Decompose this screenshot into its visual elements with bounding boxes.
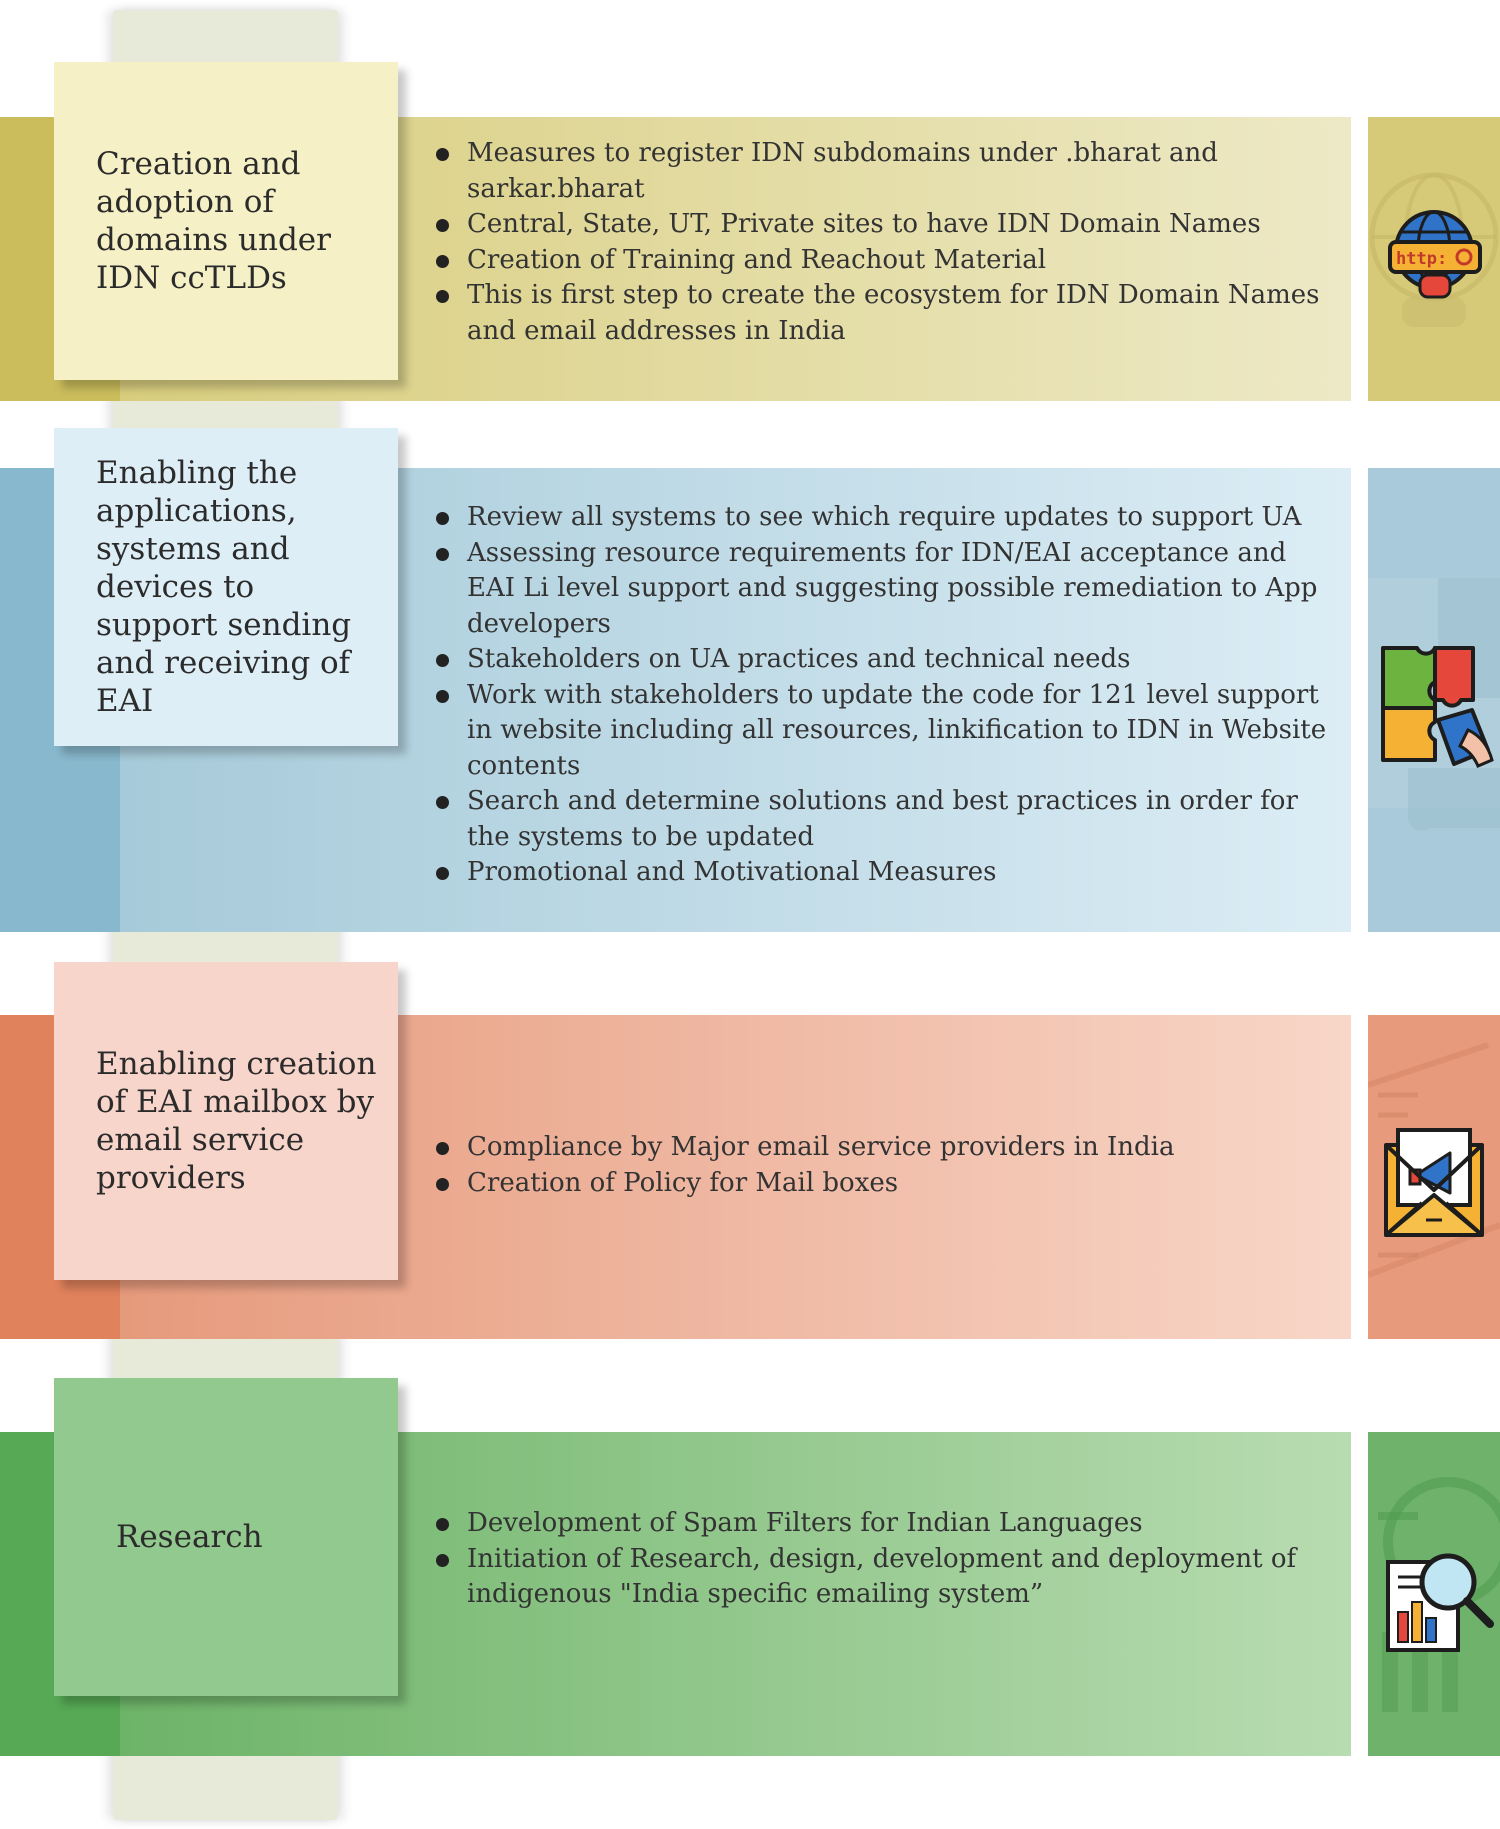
icon-panel bbox=[1368, 468, 1500, 932]
list-item: Central, State, UT, Private sites to have IDN Domain Names bbox=[430, 207, 1340, 243]
section-title: Research bbox=[116, 1519, 263, 1555]
list-item: Assessing resource requirements for IDN/EAI acceptance and EAI Li level support and suggesting possible remediation to App developers bbox=[430, 536, 1340, 643]
list-item: Development of Spam Filters for Indian Languages bbox=[430, 1506, 1340, 1542]
section-title-box bbox=[54, 62, 398, 380]
list-item: Work with stakeholders to update the code for 121 level support in website including all resources, linkification to IDN in Website contents bbox=[430, 678, 1340, 785]
list-item: This is first step to create the ecosystem for IDN Domain Names and email addresses in India bbox=[430, 278, 1340, 349]
section-title-box bbox=[54, 428, 398, 746]
puzzle-pieces-icon bbox=[1368, 468, 1500, 932]
section-title-box bbox=[54, 962, 398, 1280]
list-item: Initiation of Research, design, development and deployment of indigenous "India specific emailing system” bbox=[430, 1542, 1340, 1613]
bullet-list bbox=[430, 1506, 1340, 1613]
list-item: Search and determine solutions and best practices in order for the systems to be updated bbox=[430, 784, 1340, 855]
list-item: Compliance by Major email service providers in India bbox=[430, 1130, 1340, 1166]
bullet-list bbox=[430, 500, 1340, 891]
list-item: Creation of Policy for Mail boxes bbox=[430, 1166, 1340, 1202]
list-item: Promotional and Motivational Measures bbox=[430, 855, 1340, 891]
section-title: Enabling creation of EAI mailbox by email service providers bbox=[96, 1046, 377, 1196]
icon-panel bbox=[1368, 117, 1500, 401]
list-item: Creation of Training and Reachout Material bbox=[430, 243, 1340, 279]
report-magnifier-icon bbox=[1368, 1432, 1500, 1756]
section-title-box bbox=[54, 1378, 398, 1696]
globe-http-search-icon bbox=[1368, 117, 1500, 401]
icon-panel bbox=[1368, 1432, 1500, 1756]
bullet-list bbox=[430, 136, 1340, 349]
list-item: Stakeholders on UA practices and technical needs bbox=[430, 642, 1340, 678]
svg-text:http:: http: bbox=[1396, 249, 1448, 269]
section-title: Creation and adoption of domains under IDN ccTLDs bbox=[96, 146, 331, 296]
section-title: Enabling the applications, systems and devices to support sending and receiving of EAI bbox=[96, 455, 352, 719]
email-megaphone-icon bbox=[1368, 1015, 1500, 1339]
bullet-list bbox=[430, 1130, 1340, 1201]
list-item: Measures to register IDN subdomains under .bharat and sarkar.bharat bbox=[430, 136, 1340, 207]
list-item: Review all systems to see which require updates to support UA bbox=[430, 500, 1340, 536]
icon-panel bbox=[1368, 1015, 1500, 1339]
